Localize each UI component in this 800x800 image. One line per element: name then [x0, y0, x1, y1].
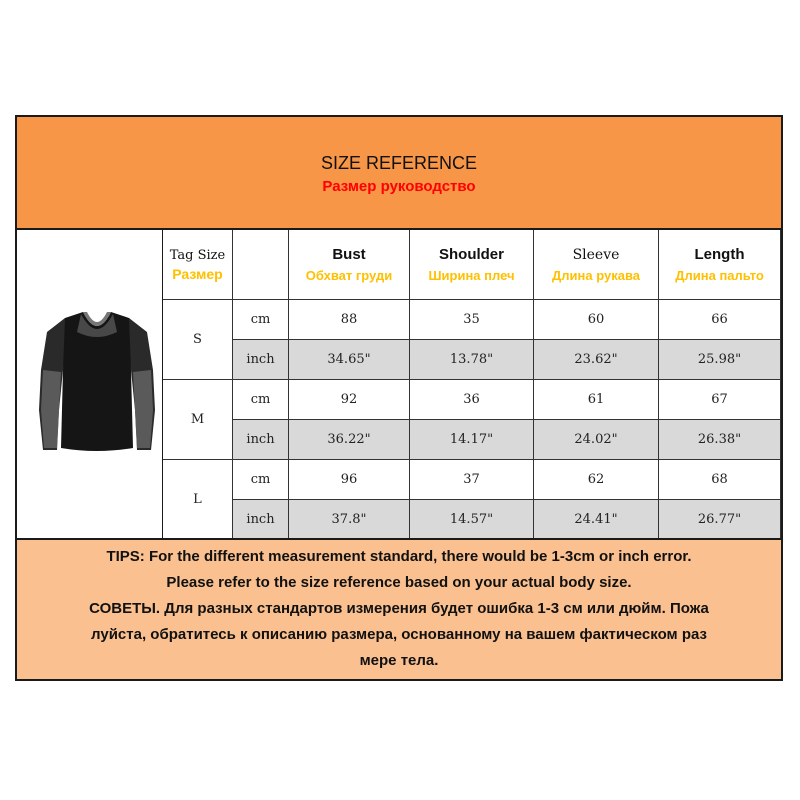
value-cell: [289, 500, 410, 540]
unit-cell: [233, 420, 289, 460]
size-cell: [163, 460, 233, 540]
value-cell: [410, 300, 534, 340]
measurement-value: 26.38": [697, 432, 742, 447]
measurement-value: 26.77": [697, 512, 742, 527]
measurement-value: 92: [340, 392, 358, 407]
column-header-label: Length: [694, 246, 745, 263]
measurement-value: 60: [587, 312, 605, 327]
unit-label: cm: [250, 472, 271, 487]
measurement-value: 24.02": [574, 432, 618, 447]
unit-cell: [233, 340, 289, 380]
value-cell: [410, 460, 534, 500]
column-header-label: Bust: [332, 246, 366, 263]
column-header: [534, 230, 659, 300]
value-cell: [534, 340, 659, 380]
value-cell: [534, 380, 659, 420]
tips-box: [17, 538, 781, 679]
measurement-value: 88: [340, 312, 358, 327]
value-cell: [534, 420, 659, 460]
measurement-value: 68: [711, 472, 728, 487]
measurement-value: 14.17": [449, 432, 494, 447]
value-cell: [659, 340, 781, 380]
measurement-value: 25.98": [697, 352, 742, 367]
column-header: [410, 230, 534, 300]
measurement-value: 14.57": [449, 512, 494, 527]
tag-size-label-ru: Размер: [172, 265, 223, 282]
column-header-label-ru: Обхват груди: [305, 268, 393, 283]
column-header-label-ru: Ширина плеч: [428, 268, 515, 283]
value-cell: [659, 380, 781, 420]
unit-label: cm: [250, 392, 271, 407]
measurement-value: 96: [340, 472, 358, 487]
value-cell: [659, 500, 781, 540]
tips-line: мере тела.: [359, 652, 439, 669]
value-cell: [410, 380, 534, 420]
value-cell: [534, 300, 659, 340]
tag-size-label: Tag Size: [169, 247, 226, 263]
unit-cell: [233, 300, 289, 340]
column-header-label-ru: Длина пальто: [675, 268, 764, 283]
measurement-value: 61: [587, 392, 605, 407]
measurement-value: 62: [587, 472, 605, 487]
measurement-value: 66: [711, 312, 728, 327]
size-label: S: [193, 332, 202, 347]
value-cell: [534, 500, 659, 540]
tips-line: TIPS: For the different measurement standard, there would be 1-3cm or inch error.: [106, 548, 692, 565]
value-cell: [289, 380, 410, 420]
size-chart: [15, 115, 783, 681]
value-cell: [659, 420, 781, 460]
tips-line: луйста, обратитесь к описанию размера, основанному на вашем фактическом раз: [91, 626, 707, 643]
value-cell: [410, 340, 534, 380]
column-header-label: Shoulder: [438, 246, 504, 263]
value-cell: [289, 340, 410, 380]
measurement-value: 37.8": [331, 512, 367, 527]
shirt-icon: [37, 310, 157, 455]
column-header-label: Sleeve: [572, 246, 620, 263]
unit-label: inch: [246, 352, 275, 367]
chart-subtitle: Размер руководство: [322, 178, 476, 195]
tag-size-header: [163, 230, 233, 300]
product-image: [17, 230, 163, 538]
column-header: [289, 230, 410, 300]
measurement-value: 67: [711, 392, 728, 407]
value-cell: [410, 500, 534, 540]
value-cell: [410, 420, 534, 460]
tips-line: СОВЕТЫ. Для разных стандартов измерения будет ошибка 1-3 см или дюйм. Пожа: [89, 600, 709, 617]
size-label: L: [193, 492, 202, 507]
unit-cell: [233, 500, 289, 540]
unit-label: inch: [246, 432, 275, 447]
measurement-value: 13.78": [449, 352, 494, 367]
unit-label: cm: [250, 312, 271, 327]
column-header: [659, 230, 781, 300]
unit-header: [233, 230, 289, 300]
chart-title: SIZE REFERENCE: [320, 153, 478, 173]
size-cell: [163, 380, 233, 460]
size-cell: [163, 300, 233, 380]
value-cell: [659, 460, 781, 500]
measurement-value: 36: [463, 392, 480, 407]
tips-line: Please refer to the size reference based on your actual body size.: [166, 574, 632, 591]
unit-cell: [233, 460, 289, 500]
value-cell: [659, 300, 781, 340]
chart-header: [17, 117, 781, 230]
measurement-value: 36.22": [327, 432, 371, 447]
measurement-value: 24.41": [574, 512, 618, 527]
measurement-value: 34.65": [327, 352, 371, 367]
column-header-label-ru: Длина рукава: [552, 267, 640, 283]
measurement-value: 35: [463, 312, 480, 327]
unit-cell: [233, 380, 289, 420]
measurement-value: 37: [463, 472, 480, 487]
value-cell: [534, 460, 659, 500]
unit-label: inch: [246, 512, 275, 527]
value-cell: [289, 460, 410, 500]
measurement-value: 23.62": [574, 352, 618, 367]
size-label: M: [190, 412, 205, 427]
value-cell: [289, 300, 410, 340]
value-cell: [289, 420, 410, 460]
